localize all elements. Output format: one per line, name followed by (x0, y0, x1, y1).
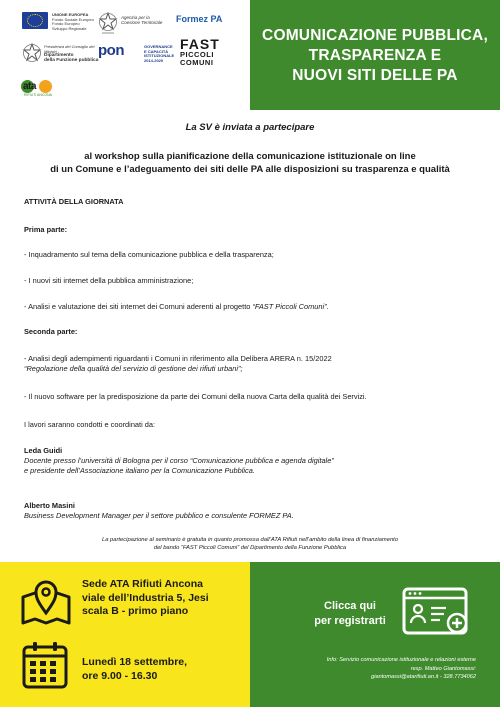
pon-logo-line: E CAPACITÀ (144, 48, 169, 54)
project-name: “FAST Piccoli Comuni” (252, 302, 327, 311)
banner-title-line: TRASPARENZA E (308, 47, 442, 64)
part1-item-suffix: . (326, 302, 329, 311)
event-date (82, 656, 187, 683)
coordinators-intro: I lavori saranno condotti e coordinati da: (24, 420, 156, 429)
title-banner (250, 0, 500, 110)
calendar-icon (22, 640, 68, 690)
map-location-icon (20, 577, 72, 625)
eu-logo-line: Fondo Europeo Sviluppo Regionale (52, 21, 87, 31)
venue-line: scala B - primo piano (82, 605, 189, 617)
ata-logo (22, 78, 56, 100)
part1-title: Prima parte: (24, 225, 68, 234)
formez-logo: Formez PA (176, 14, 223, 24)
program-heading: ATTIVITÀ DELLA GIORNATA (24, 197, 124, 206)
eu-logo-line: UNIONE EUROPEA (52, 12, 89, 17)
part2-item-text: - Analisi degli adempimenti riguardanti i Comuni in riferimento alla Delibera ARERA n. 15/2022 (24, 354, 332, 363)
part1-item-text: - Analisi e valutazione dei siti internet dei Comuni aderenti al progetto (24, 302, 253, 311)
pon-logo-line: GOVERNANCE (144, 44, 173, 49)
workshop-title-line: di un Comune e l’adeguamento dei siti delle PA alle disposizioni su trasparenza e qualità (50, 164, 450, 175)
part1-item: - I nuovi siti internet della pubblica amministrazione; (24, 276, 194, 285)
speaker-name: Leda Guidi (24, 446, 63, 455)
pon-logo-text: pon (98, 42, 124, 59)
invite-line: La SV è inviata a partecipare (185, 122, 315, 133)
date-line: ore 9.00 - 16.30 (82, 669, 158, 682)
register-link[interactable] (305, 599, 395, 629)
eu-flag-icon (22, 12, 48, 29)
pon-logo-line: 2014-2020 (144, 57, 164, 63)
fast-logo: FAST (180, 36, 220, 52)
speaker-block (24, 446, 484, 476)
info-line: Info: Servizio comunicazione istituzionale e relazioni esterne (326, 657, 476, 663)
ata-logo-text: ata (23, 81, 36, 92)
eu-logo-line: Fondo Sociale Europeo (52, 16, 94, 22)
date-line: Lunedì 18 settembre, (82, 656, 188, 668)
speaker-role: Business Development Manager per il settore pubblico e consulente FORMEZ PA. (24, 511, 294, 520)
disclaimer (0, 537, 500, 552)
contact-email[interactable]: giantomassi@atarifiuti.an.it - 328.7734062 (371, 674, 476, 680)
eu-logo (22, 12, 92, 32)
venue-address (82, 578, 209, 619)
pon-logo-line: ISTITUZIONALE (144, 53, 175, 58)
ata-logo-sub: RIFIUTI ANCONA (24, 93, 53, 97)
fast-logo-sub (180, 51, 230, 67)
fast-logo-line: PICCOLI (180, 50, 214, 59)
venue-line: viale dell’Industria 5, Jesi (82, 591, 209, 604)
speaker-name: Alberto Masini (24, 501, 75, 510)
workshop-title-line: al workshop sulla pianificazione della comunicazione istituzionale on line (84, 151, 416, 162)
republic-emblem-icon (98, 12, 118, 34)
fast-logo-line: COMUNI (180, 58, 214, 67)
venue-line: Sede ATA Rifiuti Ancona (82, 578, 203, 590)
workshop-title (0, 150, 500, 176)
part2-title: Seconda parte: (24, 327, 78, 336)
disclaimer-line: del bando “FAST Piccoli Comuni” del Dipartimento della Funzione Pubblica (153, 544, 347, 551)
dipartimento-logo-line: Presidenza del Consiglio dei Ministri (44, 44, 95, 54)
speaker-role: e presidente dell’Associazione italiano per la Comunicazione Pubblica. (24, 466, 255, 475)
contact-info (250, 656, 476, 682)
part2-item (24, 354, 484, 374)
speaker-block (24, 501, 484, 521)
disclaimer-line: La partecipazione al seminario è gratuita in quanto promossa dall’ATA Rifiuti nell’ambito della linea di finanziamento (101, 537, 399, 543)
banner-title-line: COMUNICAZIONE PUBBLICA, (262, 27, 488, 44)
part2-item: - Il nuovo software per la predisposizione da parte dei Comuni della nuova Carta della qualità dei Servizi. (24, 392, 367, 401)
dipartimento-logo-line: Dipartimento (44, 53, 74, 58)
part2-item-em: “Regolazione della qualità del servizio di gestione dei rifiuti urbani”; (24, 364, 243, 373)
agency-logo-line: Agenzia per la (121, 15, 150, 20)
agency-logo-line: Coesione Territoriale (121, 20, 163, 25)
banner-title-line: NUOVI SITI DELLE PA (292, 67, 458, 84)
register-line: per registrarti (314, 615, 386, 627)
header (0, 0, 500, 110)
registration-form-icon[interactable] (402, 587, 472, 637)
banner-title (250, 26, 500, 86)
part1-item: - Inquadramento sul tema della comunicazione pubblica e della trasparenza; (24, 250, 274, 259)
speaker-role: Docente presso l’università di Bologna per il corso “Comunicazione pubblica e agenda digitale” (24, 456, 334, 465)
register-line: Clicca qui (324, 600, 376, 612)
part1-item (24, 302, 484, 312)
info-line: resp. Matteo Giantomassi: (410, 665, 476, 672)
dipartimento-logo-line: della Funzione pubblica (44, 57, 99, 63)
republic-emblem-icon (22, 43, 42, 65)
